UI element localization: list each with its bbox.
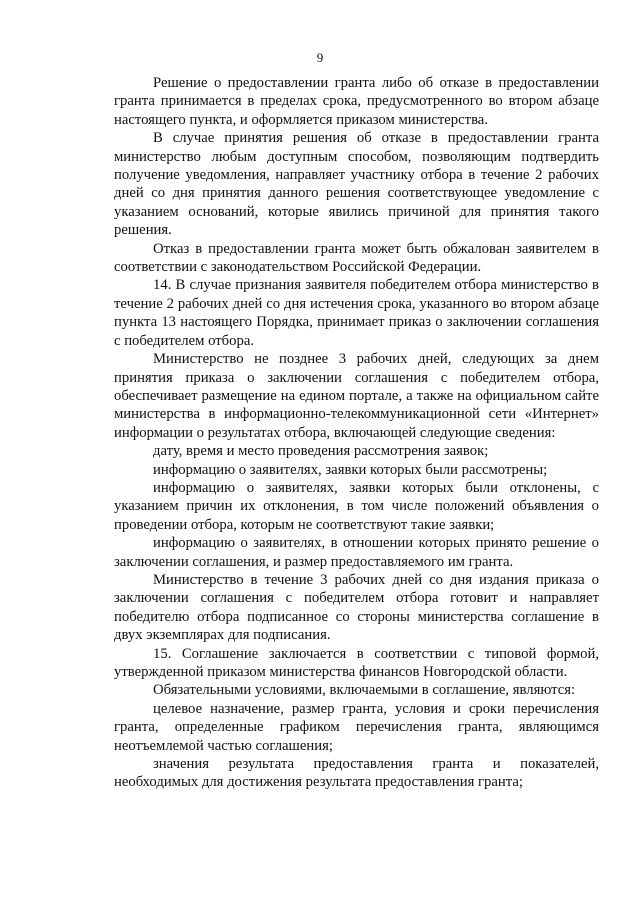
paragraph-refusal-notification: В случае принятия решения об отказе в предоставлении гранта министерство любым доступным способом, позволяющим подтвердить получение уведомления, направляет участнику отбора в течение 2 рабочих дней со дня принятия данного решения соответствующее уведомление с указанием оснований, которые явились причиной для принятия такого решения. xyxy=(114,130,599,239)
paragraph-item-14: 14. В случае признания заявителя победителем отбора министерство в течение 2 рабочих дней со дня истечения срока, указанного во втором абзаце пункта 13 настоящего Порядка, принимает приказ о заключении соглашения с победителем отбора. xyxy=(114,277,599,349)
document-body xyxy=(114,74,599,792)
list-item-result-indicators: значения результата предоставления гранта и показателей, необходимых для достижения результата предоставления гранта; xyxy=(114,756,599,791)
paragraph-grant-decision-term: Решение о предоставлении гранта либо об отказе в предоставлении гранта принимается в пределах срока, предусмотренного во втором абзаце настоящего пункта, и оформляется приказом министерства. xyxy=(114,75,599,128)
page-number: 9 xyxy=(316,50,324,65)
list-item-review-date: дату, время и место проведения рассмотрения заявок; xyxy=(153,443,489,460)
list-item-approved-applicants: информацию о заявителях, в отношении которых принято решение о заключении соглашения, и размер предоставляемого им гранта. xyxy=(114,535,599,570)
paragraph-mandatory-conditions: Обязательными условиями, включаемыми в соглашение, являются: xyxy=(153,682,576,699)
paragraph-agreement-sending: Министерство в течение 3 рабочих дней со дня издания приказа о заключении соглашения с победителем отбора готовит и направляет победителю отбора подписанное со стороны министерства соглашение в двух экземплярах для подписания. xyxy=(114,571,599,644)
list-item-purpose-and-size: целевое назначение, размер гранта, условия и сроки перечисления гранта, определенные графиком перечисления гранта, являющимся неотъемлемой частью соглашения; xyxy=(114,700,599,754)
list-item-rejected-applicants: информацию о заявителях, заявки которых были отклонены, с указанием причин их отклонения, в том числе положений объявления о проведении отбора, которым не соответствуют такие заявки; xyxy=(114,479,599,533)
paragraph-results-publication: Министерство не позднее 3 рабочих дней, следующих за днем принятия приказа о заключении соглашения с победителем отбора, обеспечивает размещение на едином портале, а также на официальном сайте министерства в информационно-телекоммуникационной сети «Интернет» информации о результатах отбора, включающей следующие сведения: xyxy=(114,351,599,441)
list-item-reviewed-applicants: информацию о заявителях, заявки которых были рассмотрены; xyxy=(153,461,548,478)
paragraph-refusal-appeal: Отказ в предоставлении гранта может быть обжалован заявителем в соответствии с законодательством Российской Федерации. xyxy=(114,240,599,276)
paragraph-item-15: 15. Соглашение заключается в соответствии с типовой формой, утвержденной приказом министерства финансов Новгородской области. xyxy=(114,645,599,680)
